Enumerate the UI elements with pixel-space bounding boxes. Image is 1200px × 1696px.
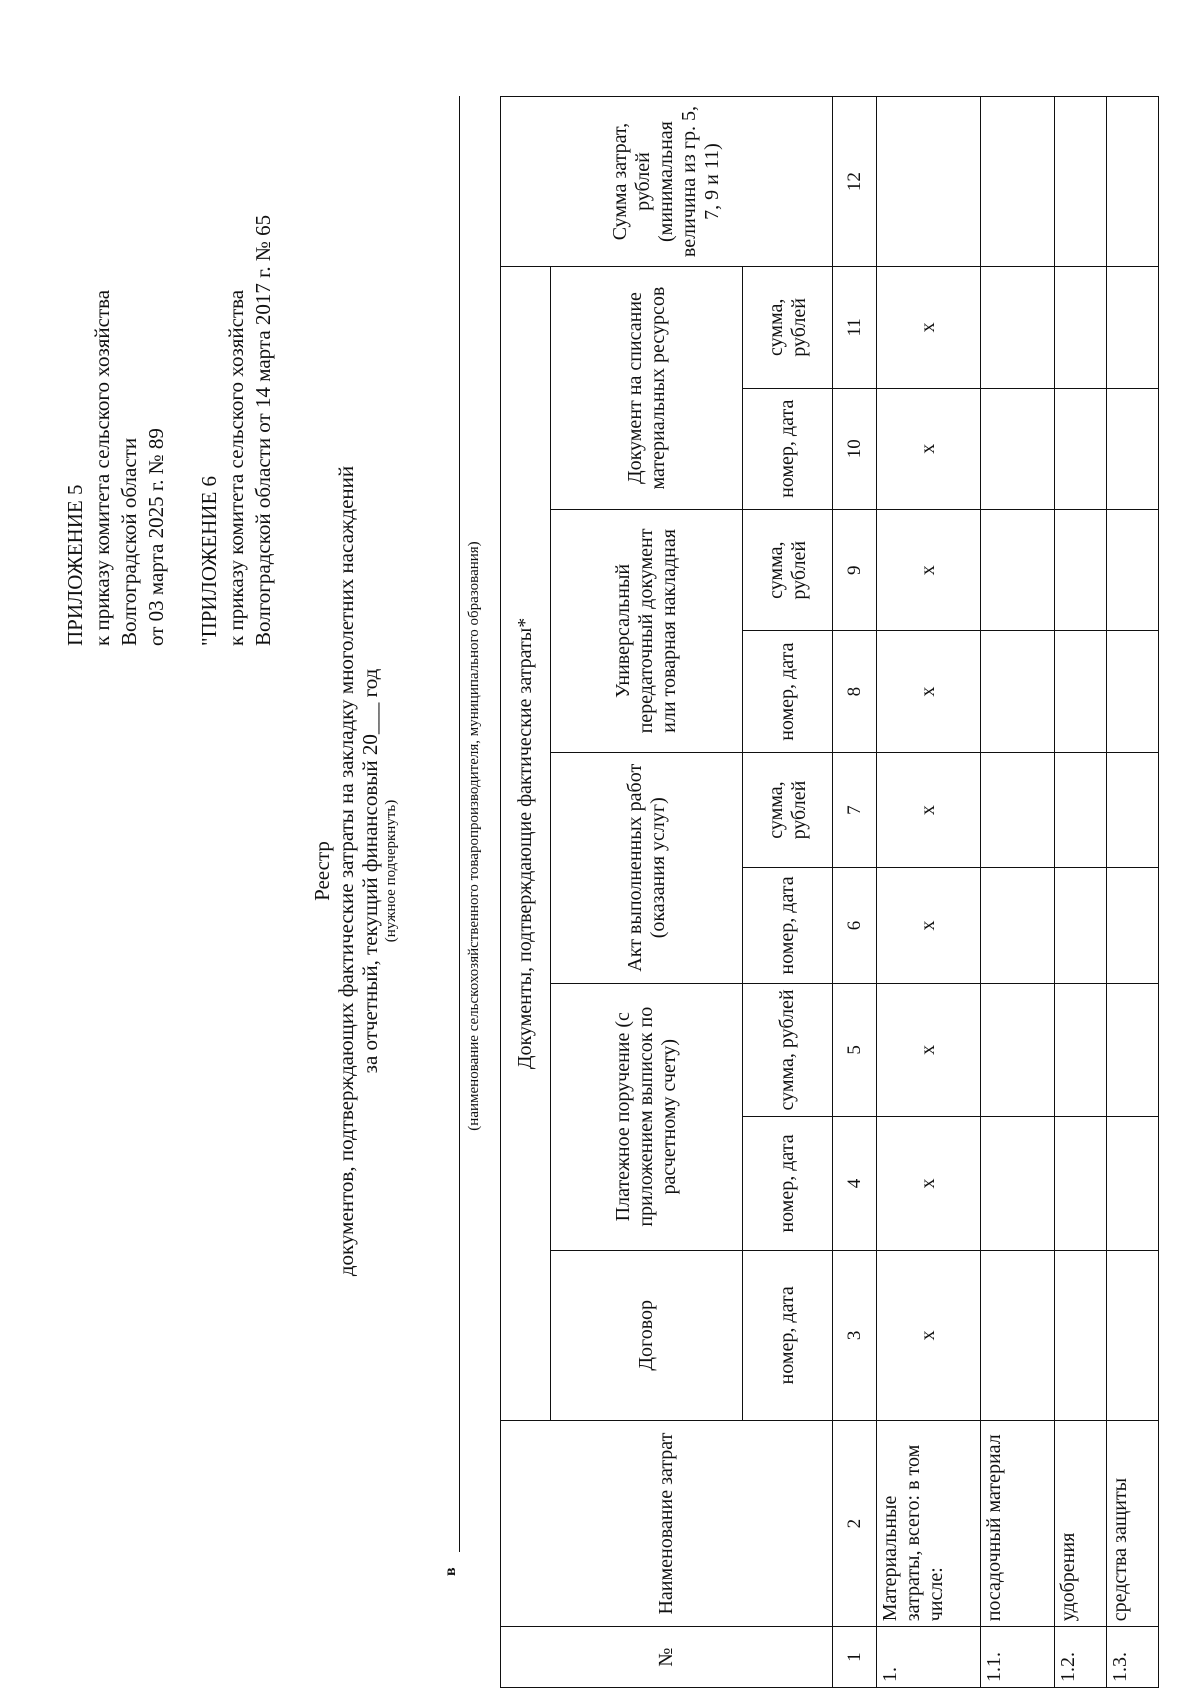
- register-heading: Реестр: [310, 841, 334, 901]
- producer-prefix: в: [442, 1567, 459, 1576]
- column-number: 5: [833, 983, 877, 1117]
- cell-cost-sum: [981, 97, 1055, 267]
- cell-contract-number-date: [981, 1250, 1055, 1420]
- column-number: 7: [833, 752, 877, 867]
- cell-payment-number-date: х: [877, 1117, 981, 1251]
- cell-writeoff-number-date: [1055, 388, 1107, 509]
- header-contract: Договор: [551, 1250, 743, 1420]
- row-number: 1.: [877, 1627, 981, 1688]
- cell-writeoff-sum: [1107, 267, 1159, 388]
- appendix-previous-region-date-line: Волгоградской области от 14 марта 2017 г. № 65: [251, 214, 275, 646]
- cell-act-sum: [1055, 752, 1107, 867]
- column-number: 8: [833, 631, 877, 752]
- header-work-act: Акт выполненных работ (оказания услуг): [551, 752, 743, 983]
- column-number: 9: [833, 510, 877, 631]
- column-number: 11: [833, 267, 877, 388]
- register-subject: документов, подтверждающих фактические затраты на закладку многолетних насаждений: [334, 465, 358, 1277]
- appendix-order-line: к приказу комитета сельского хозяйства: [90, 289, 114, 646]
- cell-act-sum: [981, 752, 1055, 867]
- column-number-row: [833, 97, 877, 1688]
- cell-payment-sum: х: [877, 983, 981, 1117]
- subheader-payment-number-date: номер, дата: [743, 1117, 833, 1251]
- register-period: за отчетный, текущий финансовый 20___ год: [358, 668, 382, 1074]
- column-number: 10: [833, 388, 877, 509]
- cell-upd-number-date: [1107, 631, 1159, 752]
- header-cost-sum: Сумма затрат, рублей (минимальная величина из гр. 5, 7, 9 и 11): [501, 97, 833, 267]
- appendix-title: ПРИЛОЖЕНИЕ 5: [63, 484, 87, 646]
- cell-act-sum: х: [877, 752, 981, 867]
- cell-writeoff-number-date: х: [877, 388, 981, 509]
- header-writeoff-document: Документ на списание материальных ресурсов: [551, 267, 743, 510]
- header-number: №: [501, 1627, 833, 1688]
- cell-act-number-date: [981, 868, 1055, 983]
- column-number: 1: [833, 1627, 877, 1688]
- register-title: [310, 226, 400, 1516]
- header-documents: Документы, подтверждающие фактические затраты*: [501, 267, 551, 1421]
- register-period-note: (нужное подчеркнуть): [383, 799, 399, 943]
- cell-cost-sum: [1107, 97, 1159, 267]
- subheader-upd-sum: сумма, рублей: [743, 510, 833, 631]
- cell-act-sum: [1107, 752, 1159, 867]
- register-table: [500, 96, 1159, 1688]
- header-transfer-document: Универсальный передаточный документ или товарная накладная: [551, 510, 743, 753]
- table-row: [981, 97, 1055, 1688]
- producer-name-line: [438, 96, 462, 1576]
- column-number: 3: [833, 1250, 877, 1420]
- cell-writeoff-sum: [981, 267, 1055, 388]
- appendix-date-line: от 03 марта 2025 г. № 89: [144, 428, 168, 646]
- appendix-previous-order-line: к приказу комитета сельского хозяйства: [224, 289, 248, 646]
- cell-upd-sum: [981, 510, 1055, 631]
- cell-upd-number-date: [981, 631, 1055, 752]
- column-number: 4: [833, 1117, 877, 1251]
- table-row: [877, 97, 981, 1688]
- cell-upd-sum: х: [877, 510, 981, 631]
- cell-cost-sum: [877, 97, 981, 267]
- table-row: [1107, 97, 1159, 1688]
- row-cost-name: средства защиты: [1107, 1420, 1159, 1626]
- appendix-block: [62, 26, 277, 646]
- cell-act-number-date: х: [877, 868, 981, 983]
- row-cost-name: удобрения: [1055, 1420, 1107, 1626]
- cell-cost-sum: [1055, 97, 1107, 267]
- cell-upd-sum: [1107, 510, 1159, 631]
- table-row: [1055, 97, 1107, 1688]
- cell-payment-sum: [1055, 983, 1107, 1117]
- cell-payment-sum: [1107, 983, 1159, 1117]
- producer-blank-line: [459, 96, 460, 1552]
- cell-contract-number-date: х: [877, 1250, 981, 1420]
- column-number: 2: [833, 1420, 877, 1626]
- column-number: 6: [833, 868, 877, 983]
- cell-payment-number-date: [981, 1117, 1055, 1251]
- cell-payment-number-date: [1107, 1117, 1159, 1251]
- appendix-region-line: Волгоградской области: [117, 437, 141, 646]
- subheader-payment-sum: сумма, рублей: [743, 983, 833, 1117]
- row-number: 1.3.: [1107, 1627, 1159, 1688]
- producer-caption: (наименование сельскохозяйственного товаропроизводителя, муниципального образования): [466, 541, 482, 1131]
- subheader-act-sum: сумма, рублей: [743, 752, 833, 867]
- row-number: 1.2.: [1055, 1627, 1107, 1688]
- cell-upd-sum: [1055, 510, 1107, 631]
- row-cost-name: Материальные затраты, всего: в том числе:: [877, 1420, 981, 1626]
- row-number: 1.1.: [981, 1627, 1055, 1688]
- column-number: 12: [833, 97, 877, 267]
- cell-writeoff-sum: [1055, 267, 1107, 388]
- cell-act-number-date: [1107, 868, 1159, 983]
- subheader-writeoff-number-date: номер, дата: [743, 388, 833, 509]
- cell-writeoff-number-date: [981, 388, 1055, 509]
- cell-upd-number-date: [1055, 631, 1107, 752]
- subheader-writeoff-sum: сумма, рублей: [743, 267, 833, 388]
- appendix-previous-title: "ПРИЛОЖЕНИЕ 6: [197, 475, 221, 646]
- cell-payment-number-date: [1055, 1117, 1107, 1251]
- cell-contract-number-date: [1055, 1250, 1107, 1420]
- subheader-act-number-date: номер, дата: [743, 868, 833, 983]
- subheader-contract-number-date: номер, дата: [743, 1250, 833, 1420]
- cell-writeoff-sum: х: [877, 267, 981, 388]
- header-payment-order: Платежное поручение (с приложением выписок по расчетному счету): [551, 983, 743, 1250]
- appendix-spacer: [170, 26, 196, 646]
- cell-act-number-date: [1055, 868, 1107, 983]
- header-cost-name: Наименование затрат: [501, 1420, 833, 1626]
- cell-upd-number-date: х: [877, 631, 981, 752]
- cell-writeoff-number-date: [1107, 388, 1159, 509]
- cell-contract-number-date: [1107, 1250, 1159, 1420]
- cell-payment-sum: [981, 983, 1055, 1117]
- subheader-upd-number-date: номер, дата: [743, 631, 833, 752]
- row-cost-name: посадочный материал: [981, 1420, 1055, 1626]
